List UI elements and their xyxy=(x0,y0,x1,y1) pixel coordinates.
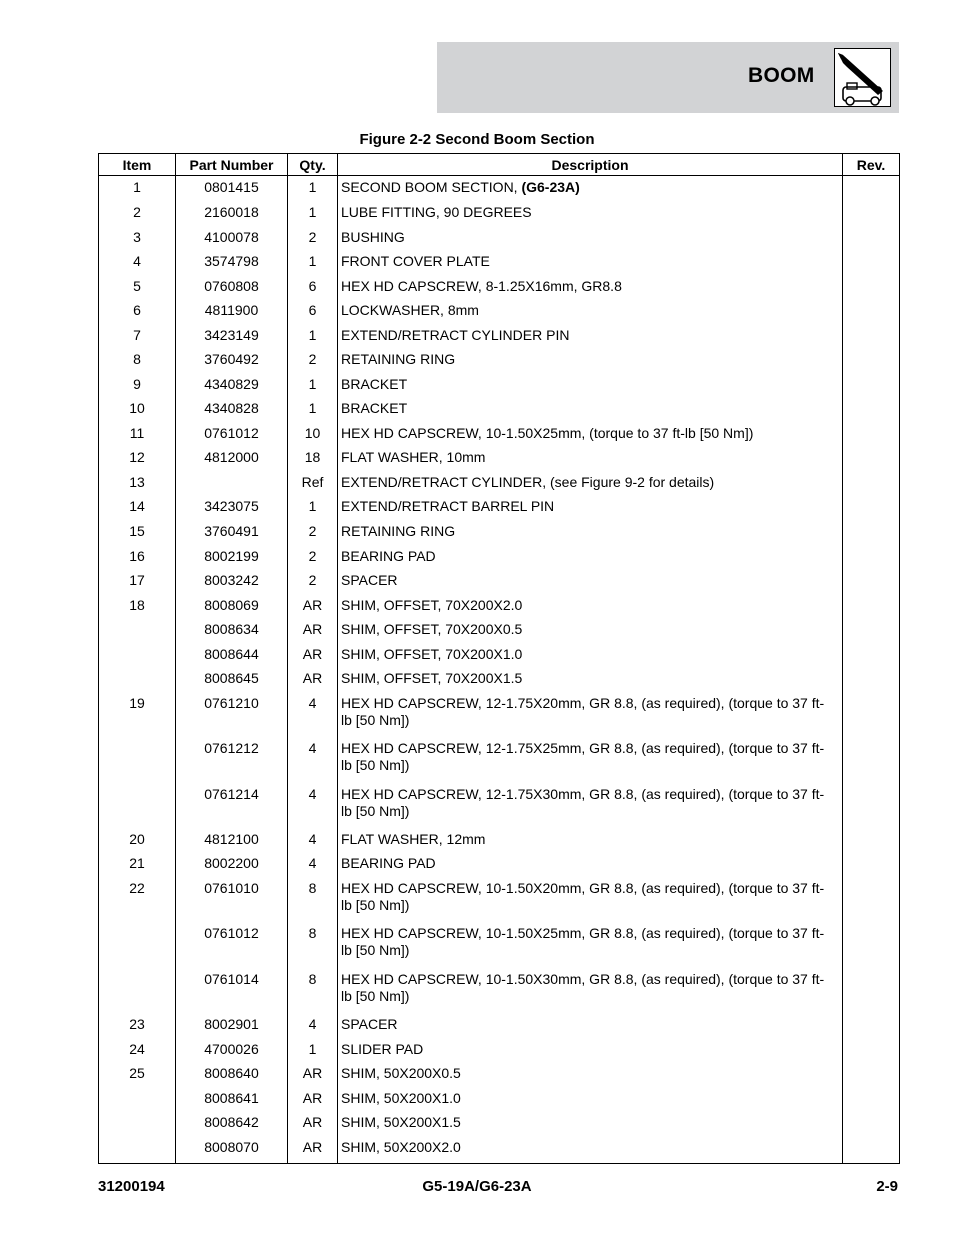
description-cell xyxy=(338,375,843,400)
part-number-cell: 0761210 xyxy=(176,694,288,739)
qty-cell: AR xyxy=(288,1089,338,1114)
item-cell: 23 xyxy=(99,1015,176,1040)
description-text: SPACER xyxy=(341,1016,398,1033)
description-cell xyxy=(338,970,843,1015)
table-row xyxy=(99,1064,900,1089)
rev-cell xyxy=(843,424,900,449)
rev-cell xyxy=(843,571,900,596)
description-text: SHIM, OFFSET, 70X200X1.0 xyxy=(341,645,523,662)
part-number-cell: 0761012 xyxy=(176,924,288,969)
qty-cell: 8 xyxy=(288,924,338,969)
part-number-cell: 3760491 xyxy=(176,522,288,547)
description-text: EXTEND/RETRACT CYLINDER, (see Figure 9-2 for details) xyxy=(341,473,715,490)
qty-cell: 18 xyxy=(288,448,338,473)
item-cell: 12 xyxy=(99,448,176,473)
qty-cell: 2 xyxy=(288,228,338,253)
column-header-part-number: Part Number xyxy=(176,154,288,176)
rev-cell xyxy=(843,176,900,204)
part-number-cell: 0761010 xyxy=(176,879,288,924)
item-cell: 8 xyxy=(99,350,176,375)
rev-cell xyxy=(843,448,900,473)
table-row xyxy=(99,879,900,924)
rev-cell xyxy=(843,1040,900,1065)
part-number-cell: 8008634 xyxy=(176,620,288,645)
description-text: HEX HD CAPSCREW, 10-1.50X25mm, (torque to 37 ft-lb [50 Nm]) xyxy=(341,424,754,441)
description-cell xyxy=(338,1138,843,1163)
qty-cell: AR xyxy=(288,1064,338,1089)
description-text: RETAINING RING xyxy=(341,523,456,540)
part-number-cell: 0761212 xyxy=(176,739,288,784)
rev-cell xyxy=(843,620,900,645)
figure-caption: Figure 2-2 Second Boom Section xyxy=(359,131,595,148)
rev-cell xyxy=(843,694,900,739)
qty-cell: AR xyxy=(288,1113,338,1138)
item-cell: 17 xyxy=(99,571,176,596)
description-cell xyxy=(338,277,843,302)
part-number-cell: 0760808 xyxy=(176,277,288,302)
table-row xyxy=(99,620,900,645)
description-text: HEX HD CAPSCREW, 10-1.50X25mm, GR 8.8, (as required), (torque to 37 ft-lb [50 Nm]) xyxy=(341,925,825,959)
description-cell xyxy=(338,1015,843,1040)
qty-cell: 2 xyxy=(288,350,338,375)
table-row xyxy=(99,830,900,855)
column-header-qty: Qty. xyxy=(288,154,338,176)
qty-cell: 1 xyxy=(288,375,338,400)
description-text: HEX HD CAPSCREW, 10-1.50X20mm, GR 8.8, (as required), (torque to 37 ft-lb [50 Nm]) xyxy=(341,880,825,914)
description-cell xyxy=(338,547,843,572)
description-text: SHIM, 50X200X2.0 xyxy=(341,1138,461,1155)
table-row xyxy=(99,301,900,326)
table-row xyxy=(99,228,900,253)
qty-cell: 4 xyxy=(288,694,338,739)
item-cell xyxy=(99,645,176,670)
table-row xyxy=(99,1138,900,1163)
description-text: SPACER xyxy=(341,572,398,589)
description-cell xyxy=(338,694,843,739)
table-header-row xyxy=(99,154,900,176)
qty-cell: 2 xyxy=(288,547,338,572)
description-cell xyxy=(338,1040,843,1065)
item-cell: 22 xyxy=(99,879,176,924)
rev-cell xyxy=(843,739,900,784)
rev-cell xyxy=(843,1089,900,1114)
table-row xyxy=(99,448,900,473)
description-text: SHIM, 50X200X1.5 xyxy=(341,1114,461,1131)
description-text: SHIM, OFFSET, 70X200X1.5 xyxy=(341,670,523,687)
part-number-cell: 8008641 xyxy=(176,1089,288,1114)
rev-cell xyxy=(843,301,900,326)
description-cell xyxy=(338,854,843,879)
item-cell: 4 xyxy=(99,252,176,277)
table-row xyxy=(99,924,900,969)
table-row xyxy=(99,571,900,596)
description-text: BRACKET xyxy=(341,375,408,392)
description-cell xyxy=(338,424,843,449)
table-row xyxy=(99,473,900,498)
description-text: HEX HD CAPSCREW, 12-1.75X25mm, GR 8.8, (as required), (torque to 37 ft-lb [50 Nm]) xyxy=(341,740,825,774)
description-text: SECOND BOOM SECTION, xyxy=(341,179,522,195)
item-cell xyxy=(99,669,176,694)
description-text: BRACKET xyxy=(341,400,408,417)
item-cell: 3 xyxy=(99,228,176,253)
rev-cell xyxy=(843,1138,900,1163)
description-text: HEX HD CAPSCREW, 12-1.75X30mm, GR 8.8, (as required), (torque to 37 ft-lb [50 Nm]) xyxy=(341,785,825,819)
part-number-cell: 3574798 xyxy=(176,252,288,277)
description-text: FLAT WASHER, 12mm xyxy=(341,830,486,847)
part-number-cell: 0761012 xyxy=(176,424,288,449)
table-row xyxy=(99,739,900,784)
table-row xyxy=(99,785,900,830)
qty-cell: AR xyxy=(288,669,338,694)
rev-cell xyxy=(843,596,900,621)
item-cell: 9 xyxy=(99,375,176,400)
table-row xyxy=(99,399,900,424)
description-text: LOCKWASHER, 8mm xyxy=(341,302,479,319)
rev-cell xyxy=(843,1015,900,1040)
item-cell: 2 xyxy=(99,203,176,228)
description-cell xyxy=(338,785,843,830)
table-row xyxy=(99,547,900,572)
description-cell xyxy=(338,669,843,694)
description-cell xyxy=(338,645,843,670)
item-cell xyxy=(99,620,176,645)
header-band xyxy=(437,42,899,113)
item-cell: 7 xyxy=(99,326,176,351)
description-text: HEX HD CAPSCREW, 10-1.50X30mm, GR 8.8, (as required), (torque to 37 ft-lb [50 Nm]) xyxy=(341,970,825,1004)
description-cell xyxy=(338,1064,843,1089)
qty-cell: 1 xyxy=(288,176,338,204)
table-row xyxy=(99,522,900,547)
qty-cell: 4 xyxy=(288,739,338,784)
description-cell xyxy=(338,252,843,277)
description-text: BEARING PAD xyxy=(341,855,436,872)
table-row xyxy=(99,645,900,670)
description-cell xyxy=(338,399,843,424)
qty-cell: 1 xyxy=(288,326,338,351)
part-number-cell: 4340828 xyxy=(176,399,288,424)
item-cell: 16 xyxy=(99,547,176,572)
item-cell xyxy=(99,739,176,784)
table-row xyxy=(99,350,900,375)
table-row xyxy=(99,497,900,522)
description-cell xyxy=(338,301,843,326)
rev-cell xyxy=(843,375,900,400)
description-cell xyxy=(338,879,843,924)
qty-cell: AR xyxy=(288,620,338,645)
item-cell: 19 xyxy=(99,694,176,739)
rev-cell xyxy=(843,252,900,277)
qty-cell: AR xyxy=(288,645,338,670)
part-number-cell: 8002200 xyxy=(176,854,288,879)
description-cell xyxy=(338,1089,843,1114)
rev-cell xyxy=(843,924,900,969)
part-number-cell: 2160018 xyxy=(176,203,288,228)
table-row xyxy=(99,424,900,449)
table-row xyxy=(99,203,900,228)
item-cell xyxy=(99,1089,176,1114)
section-title: BOOM xyxy=(748,64,815,87)
item-cell: 13 xyxy=(99,473,176,498)
description-text: SHIM, OFFSET, 70X200X2.0 xyxy=(341,596,523,613)
qty-cell: 2 xyxy=(288,522,338,547)
rev-cell xyxy=(843,1113,900,1138)
description-cell xyxy=(338,522,843,547)
part-number-cell: 3423149 xyxy=(176,326,288,351)
part-number-cell: 3760492 xyxy=(176,350,288,375)
part-number-cell: 4812100 xyxy=(176,830,288,855)
table-row xyxy=(99,1015,900,1040)
item-cell: 10 xyxy=(99,399,176,424)
part-number-cell: 8008069 xyxy=(176,596,288,621)
table-row xyxy=(99,375,900,400)
item-cell xyxy=(99,924,176,969)
part-number-cell: 4811900 xyxy=(176,301,288,326)
description-cell xyxy=(338,620,843,645)
table-row xyxy=(99,596,900,621)
part-number-cell: 3423075 xyxy=(176,497,288,522)
table-row xyxy=(99,1040,900,1065)
item-cell: 18 xyxy=(99,596,176,621)
description-cell xyxy=(338,203,843,228)
rev-cell xyxy=(843,1064,900,1089)
description-cell xyxy=(338,176,843,204)
description-text: EXTEND/RETRACT CYLINDER PIN xyxy=(341,326,570,343)
table-row xyxy=(99,277,900,302)
qty-cell: 4 xyxy=(288,785,338,830)
qty-cell: 8 xyxy=(288,970,338,1015)
telehandler-boom-icon xyxy=(834,48,891,107)
description-text: FRONT COVER PLATE xyxy=(341,253,490,270)
qty-cell: AR xyxy=(288,1138,338,1163)
qty-cell: 4 xyxy=(288,1015,338,1040)
description-text: SHIM, OFFSET, 70X200X0.5 xyxy=(341,621,523,638)
rev-cell xyxy=(843,228,900,253)
table-row xyxy=(99,694,900,739)
description-text: LUBE FITTING, 90 DEGREES xyxy=(341,204,532,221)
item-cell xyxy=(99,1138,176,1163)
item-cell xyxy=(99,970,176,1015)
table-filler-row xyxy=(99,1162,900,1163)
rev-cell xyxy=(843,830,900,855)
rev-cell xyxy=(843,669,900,694)
qty-cell: 1 xyxy=(288,1040,338,1065)
description-text: EXTEND/RETRACT BARREL PIN xyxy=(341,498,555,515)
description-cell xyxy=(338,596,843,621)
description-text: SHIM, 50X200X0.5 xyxy=(341,1065,461,1082)
item-cell: 24 xyxy=(99,1040,176,1065)
rev-cell xyxy=(843,522,900,547)
rev-cell xyxy=(843,497,900,522)
description-text: HEX HD CAPSCREW, 8-1.25X16mm, GR8.8 xyxy=(341,277,622,294)
rev-cell xyxy=(843,326,900,351)
qty-cell: 1 xyxy=(288,252,338,277)
qty-cell: 10 xyxy=(288,424,338,449)
item-cell xyxy=(99,785,176,830)
rev-cell xyxy=(843,785,900,830)
qty-cell: 6 xyxy=(288,277,338,302)
rev-cell xyxy=(843,399,900,424)
description-model-tag: (G6-23A) xyxy=(521,179,580,195)
qty-cell: 1 xyxy=(288,399,338,424)
part-number-cell: 4812000 xyxy=(176,448,288,473)
column-header-description: Description xyxy=(338,154,843,176)
table-row xyxy=(99,970,900,1015)
item-cell: 5 xyxy=(99,277,176,302)
part-number-cell: 8002199 xyxy=(176,547,288,572)
rev-cell xyxy=(843,645,900,670)
qty-cell: 1 xyxy=(288,497,338,522)
part-number-cell: 4100078 xyxy=(176,228,288,253)
part-number-cell: 0801415 xyxy=(176,176,288,204)
item-cell: 21 xyxy=(99,854,176,879)
footer-model: G5-19A/G6-23A xyxy=(422,1178,532,1195)
part-number-cell: 0761214 xyxy=(176,785,288,830)
table-row xyxy=(99,854,900,879)
description-text: FLAT WASHER, 10mm xyxy=(341,449,486,466)
table-row xyxy=(99,252,900,277)
description-text: RETAINING RING xyxy=(341,351,456,368)
qty-cell: 6 xyxy=(288,301,338,326)
part-number-cell: 8002901 xyxy=(176,1015,288,1040)
footer-doc-number: 31200194 xyxy=(98,1178,165,1195)
column-header-rev: Rev. xyxy=(843,154,900,176)
item-cell: 25 xyxy=(99,1064,176,1089)
part-number-cell: 8003242 xyxy=(176,571,288,596)
qty-cell: 8 xyxy=(288,879,338,924)
description-cell xyxy=(338,448,843,473)
description-text: HEX HD CAPSCREW, 12-1.75X20mm, GR 8.8, (as required), (torque to 37 ft-lb [50 Nm]) xyxy=(341,694,825,728)
description-cell xyxy=(338,739,843,784)
rev-cell xyxy=(843,879,900,924)
item-cell: 6 xyxy=(99,301,176,326)
description-text: SHIM, 50X200X1.0 xyxy=(341,1089,461,1106)
description-cell xyxy=(338,571,843,596)
qty-cell: 4 xyxy=(288,830,338,855)
item-cell: 11 xyxy=(99,424,176,449)
item-cell: 20 xyxy=(99,830,176,855)
qty-cell: 1 xyxy=(288,203,338,228)
table-row xyxy=(99,326,900,351)
rev-cell xyxy=(843,854,900,879)
part-number-cell: 4700026 xyxy=(176,1040,288,1065)
description-cell xyxy=(338,473,843,498)
table-row xyxy=(99,1089,900,1114)
qty-cell: 4 xyxy=(288,854,338,879)
rev-cell xyxy=(843,547,900,572)
table-row xyxy=(99,669,900,694)
qty-cell: 2 xyxy=(288,571,338,596)
rev-cell xyxy=(843,970,900,1015)
item-cell: 14 xyxy=(99,497,176,522)
rev-cell xyxy=(843,277,900,302)
footer-page-number: 2-9 xyxy=(876,1178,898,1195)
parts-table xyxy=(98,153,900,1164)
part-number-cell: 8008644 xyxy=(176,645,288,670)
rev-cell xyxy=(843,473,900,498)
item-cell: 1 xyxy=(99,176,176,204)
table-row xyxy=(99,1113,900,1138)
part-number-cell: 0761014 xyxy=(176,970,288,1015)
part-number-cell: 4340829 xyxy=(176,375,288,400)
part-number-cell: 8008645 xyxy=(176,669,288,694)
description-cell xyxy=(338,326,843,351)
description-text: BUSHING xyxy=(341,228,405,245)
description-cell xyxy=(338,350,843,375)
part-number-cell: 8008640 xyxy=(176,1064,288,1089)
description-cell xyxy=(338,497,843,522)
part-number-cell xyxy=(176,473,288,498)
qty-cell: AR xyxy=(288,596,338,621)
part-number-cell: 8008070 xyxy=(176,1138,288,1163)
description-cell xyxy=(338,228,843,253)
part-number-cell: 8008642 xyxy=(176,1113,288,1138)
qty-cell: Ref xyxy=(288,473,338,498)
description-cell xyxy=(338,924,843,969)
description-cell xyxy=(338,830,843,855)
description-text: BEARING PAD xyxy=(341,547,436,564)
item-cell xyxy=(99,1113,176,1138)
description-cell xyxy=(338,1113,843,1138)
item-cell: 15 xyxy=(99,522,176,547)
description-text: SLIDER PAD xyxy=(341,1040,424,1057)
rev-cell xyxy=(843,203,900,228)
column-header-item: Item xyxy=(99,154,176,176)
table-row xyxy=(99,176,900,204)
rev-cell xyxy=(843,350,900,375)
